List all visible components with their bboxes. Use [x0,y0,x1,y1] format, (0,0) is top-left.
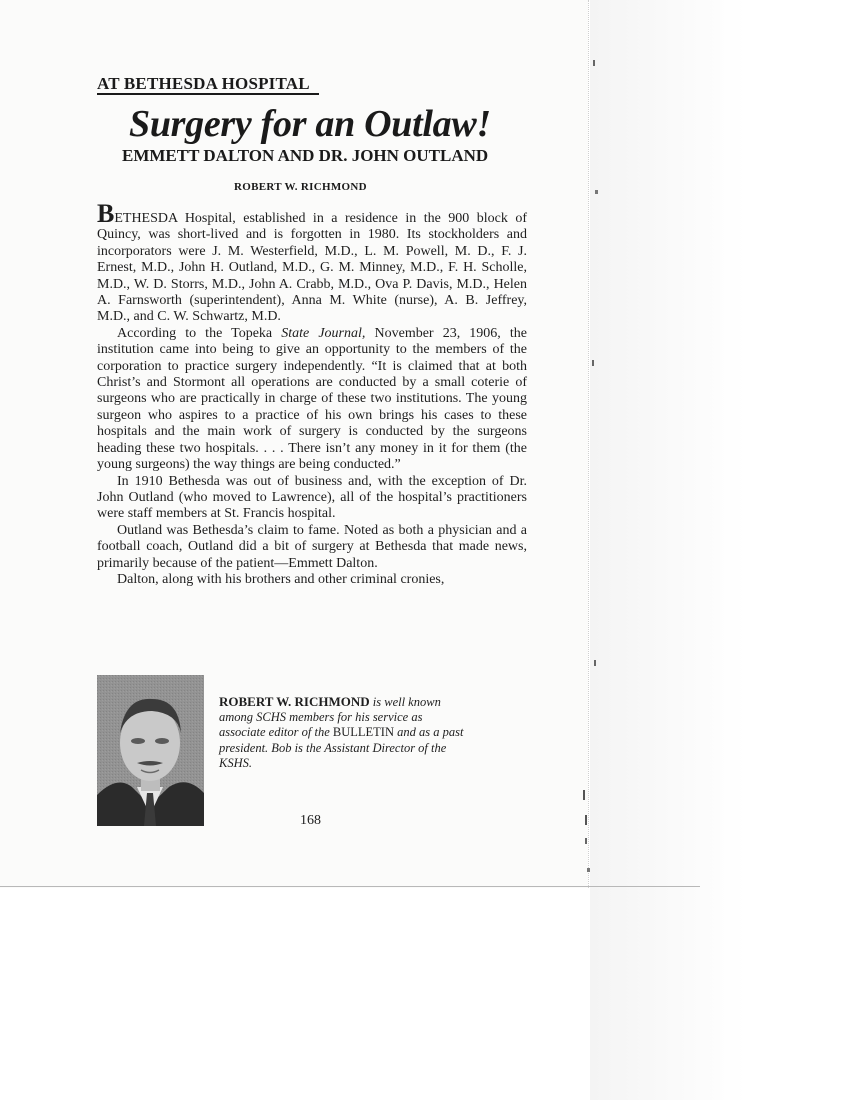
paragraph-3: In 1910 Bethesda was out of business and, with the exception of Dr. John Outland (who moved to Lawrence), all of the hospital’s practitioners were staff members at St. Francis hospital. [97,473,527,522]
paragraph-2 [97,326,527,474]
scan-speck [585,838,587,844]
paragraph-2-text-a: According to the Topeka [117,325,282,341]
scan-speck [587,868,590,872]
author-photo [97,675,204,826]
scan-speck [595,190,598,194]
article-subtitle: EMMETT DALTON AND DR. JOHN OUTLAND [122,146,489,165]
scan-speck [583,790,585,800]
page-right-edge [588,0,589,888]
bio-author-name: ROBERT W. RICHMOND [219,694,370,709]
scan-speck [593,60,595,66]
article-byline: ROBERT W. RICHMOND [234,181,367,193]
bio-text-b: and as a past president. Bob is the Assistant Director of the KSHS. [219,725,464,770]
scan-speck [594,660,596,666]
paragraph-2-text-b: November 23, 1906, the institution came into being to give an opportunity to the members of the corporation to practice surgery independently. “It is claimed that at both Christ’s and Stormont all operations are conducted by a small coterie of surgeons who are practically in charge of these two institutions. The young surgeon who aspires to a practice of his own brings his cases to these hospitals and the main work of surgery is conducted by the surgeons heading these two hospitals. . . . There isn’t any money in it for them (the young surgeons) the way things are being conducted.” [97,325,528,473]
article-body [97,199,528,588]
scan-background [590,0,850,1100]
paragraph-5: Dalton, along with his brothers and other criminal cronies, [117,571,445,587]
page-number: 168 [300,813,321,828]
page-bottom-edge [0,886,700,887]
scan-speck [592,360,594,366]
bio-bulletin: BULLETIN [332,725,394,740]
paragraph-1 [97,199,527,326]
scan-speck [585,815,587,825]
author-bio [219,694,469,771]
paragraph-4: Outland was Bethesda’s claim to fame. Noted as both a physician and a football coach, Outland did a bit of surgery at Bethesda that made news, primarily because of the patient—Emmett Dalton. [97,522,527,571]
drop-cap: B [97,199,115,228]
kicker-underline [97,93,319,95]
section-kicker: AT BETHESDA HOSPITAL [97,74,310,93]
article-title: Surgery for an Outlaw! [129,103,491,145]
paragraph-1-text: ETHESDA Hospital, established in a residence in the 900 block of Quincy, was short-lived and is forgotten in 1980. Its stockholders and incorporators were J. M. Westerfield, M.D., L. M. Powell, M. D., F. J. Ernest, M.D., John H. Outland, M.D., G. M. Minney, M.D., F. H. Scholle, M.D., W. D. Storrs, M.D., John A. Crabb, M.D., Ova P. Davis, M.D., Helen A. Farnsworth (superintendent), Anna M. White (nurse), A. B. Jeffrey, M.D., and C. W. Schwartz, M.D. [97,211,527,325]
newspaper-name: State Journal, [281,325,366,341]
bio-text-a: is well known among SCHS members for his service as associate editor of the [219,695,441,740]
author-portrait-image [97,675,204,826]
